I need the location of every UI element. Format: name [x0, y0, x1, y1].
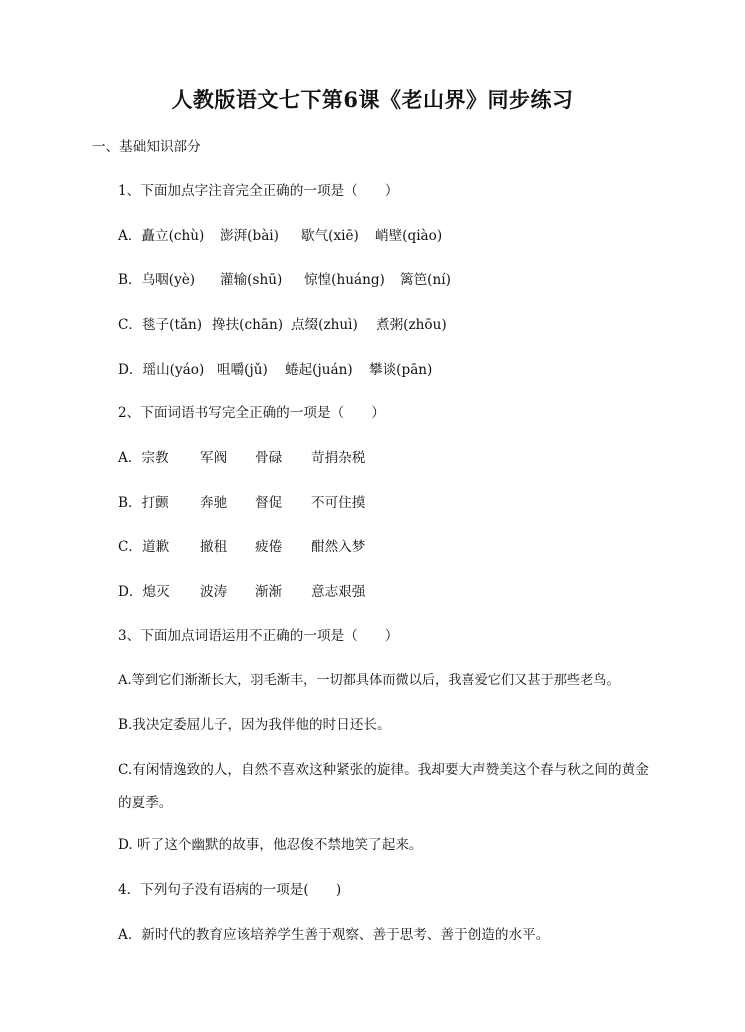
question-4-stem: 4．下列句子没有语病的一项是( ): [118, 882, 342, 898]
question-3-option-d: D. 听了这个幽默的故事，他忍俊不禁地笑了起来。: [118, 837, 423, 853]
question-3-stem: 3、下面加点词语运用不正确的一项是（ ）: [118, 628, 399, 644]
question-2-option-b: B．打颤 奔驰 督促 不可住摸: [118, 495, 366, 511]
question-2-option-d: D．熄灭 波涛 渐渐 意志艰强: [118, 584, 366, 600]
question-3-option-b: B.我决定委屈儿子，因为我伴他的时日还长。: [118, 717, 391, 733]
section-heading: 一、基础知识部分: [92, 139, 201, 155]
question-1-option-b: B．乌咽(yè) 灌输(shū) 惊惶(huáng) 篱笆(ní): [118, 272, 451, 288]
question-1-option-c: C．毯子(tǎn) 搀扶(chān) 点缀(zhuì) 煮粥(zhōu): [118, 317, 447, 333]
question-2-stem: 2、下面词语书写完全正确的一项是（ ）: [118, 405, 385, 421]
question-1-option-a: A．矗立(chù) 澎湃(bài) 歇气(xiē) 峭壁(qiào): [118, 228, 443, 244]
question-2-option-a: A．宗教 军阀 骨碌 苛捐杂税: [118, 450, 366, 466]
question-2-option-c: C．道歉 撤租 疲倦 酣然入梦: [118, 539, 366, 555]
question-1-option-d: D．瑶山(yáo) 咀嚼(jǔ) 蜷起(juán) 攀谈(pān): [118, 362, 433, 378]
document-title: 人教版语文七下第6课《老山界》同步练习: [171, 87, 574, 112]
question-3-option-c: C.有闲情逸致的人，自然不喜欢这种紧张的旋律。我却要大声赞美这个春与秋之间的黄金的夏季。: [118, 762, 649, 811]
question-3-option-a: A.等到它们渐渐长大，羽毛渐丰，一切都具体而微以后，我喜爱它们又甚于那些老鸟。: [118, 673, 620, 688]
question-1-stem: 1、下面加点字注音完全正确的一项是（ ）: [118, 183, 399, 199]
question-4-option-a: A．新时代的教育应该培养学生善于观察、善于思考、善于创造的水平。: [118, 927, 550, 943]
